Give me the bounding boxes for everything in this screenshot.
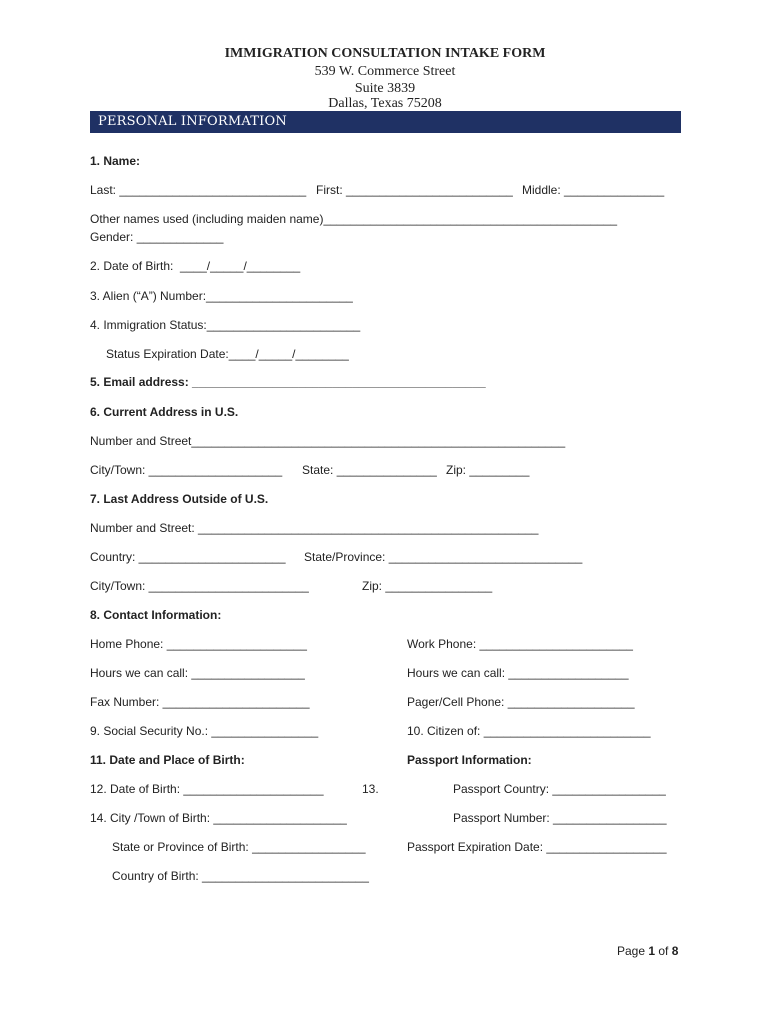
ssn-field[interactable]: 9. Social Security No.: ________________ [90, 724, 319, 738]
passport-expiration-field[interactable]: Passport Expiration Date: __________________ [407, 840, 667, 854]
email-field[interactable]: 5. Email address: ____________________________________________ [90, 375, 486, 389]
middle-name-field[interactable]: Middle: _______________ [522, 183, 665, 197]
birth-country-field[interactable]: Country of Birth: _________________________ [112, 869, 369, 883]
last-street-field[interactable]: Number and Street: ___________________________________________________ [90, 521, 539, 535]
form-title: IMMIGRATION CONSULTATION INTAKE FORM [224, 46, 546, 61]
last-country-field[interactable]: Country: ______________________ [90, 550, 286, 564]
passport-number-field[interactable]: Passport Number: _________________ [453, 811, 667, 825]
last-province-field[interactable]: State/Province: _____________________________ [304, 550, 583, 564]
address-street: 539 W. Commerce Street [314, 64, 456, 79]
address-city: Dallas, Texas 75208 [328, 96, 442, 111]
work-phone-field[interactable]: Work Phone: _______________________ [407, 637, 633, 651]
current-state-field[interactable]: State: _______________ [302, 463, 437, 477]
section-header-band [90, 111, 681, 133]
address-suite: Suite 3839 [354, 81, 416, 96]
home-phone-field[interactable]: Home Phone: _____________________ [90, 637, 307, 651]
section-title: PERSONAL INFORMATION [98, 114, 287, 129]
current-city-field[interactable]: City/Town: ____________________ [90, 463, 283, 477]
contact-heading: 8. Contact Information: [90, 608, 222, 622]
page-indicator [617, 944, 678, 958]
last-name-field[interactable]: Last: ____________________________ [90, 183, 307, 197]
last-zip-field[interactable]: Zip: ________________ [362, 579, 493, 593]
current-address-heading: 6. Current Address in U.S. [90, 405, 239, 419]
work-hours-field[interactable]: Hours we can call: __________________ [407, 666, 629, 680]
birth-state-field[interactable]: State or Province of Birth: _________________ [112, 840, 366, 854]
home-hours-field[interactable]: Hours we can call: _________________ [90, 666, 305, 680]
page-current: 1 [648, 944, 656, 958]
item-13-label: 13. [362, 782, 379, 796]
current-street-field[interactable]: Number and Street________________________________________________________ [90, 434, 566, 448]
date-of-birth-field[interactable]: 2. Date of Birth: ____/_____/________ [90, 259, 301, 273]
last-city-field[interactable]: City/Town: ________________________ [90, 579, 309, 593]
passport-country-field[interactable]: Passport Country: _________________ [453, 782, 666, 796]
name-heading: 1. Name: [90, 154, 141, 168]
immigration-status-field[interactable]: 4. Immigration Status:_______________________ [90, 318, 361, 332]
pager-cell-field[interactable]: Pager/Cell Phone: ___________________ [407, 695, 635, 709]
last-address-heading: 7. Last Address Outside of U.S. [90, 492, 269, 506]
page-label: Page [617, 944, 649, 958]
current-zip-field[interactable]: Zip: _________ [446, 463, 530, 477]
birth-heading: 11. Date and Place of Birth: [90, 753, 245, 767]
birth-date-field[interactable]: 12. Date of Birth: _____________________ [90, 782, 324, 796]
status-expiration-field[interactable]: Status Expiration Date:____/_____/________ [106, 347, 349, 361]
alien-number-field[interactable]: 3. Alien (“A”) Number:______________________ [90, 289, 353, 303]
fax-field[interactable]: Fax Number: ______________________ [90, 695, 310, 709]
page-of: of [655, 944, 672, 958]
birth-city-field[interactable]: 14. City /Town of Birth: ____________________ [90, 811, 347, 825]
other-names-field[interactable]: Other names used (including maiden name)____________________________________________ [90, 212, 618, 226]
first-name-field[interactable]: First: _________________________ [316, 183, 513, 197]
passport-heading: Passport Information: [407, 753, 532, 767]
page-total: 8 [671, 944, 679, 958]
gender-field[interactable]: Gender: _____________ [90, 230, 224, 244]
citizen-of-field[interactable]: 10. Citizen of: _________________________ [407, 724, 651, 738]
